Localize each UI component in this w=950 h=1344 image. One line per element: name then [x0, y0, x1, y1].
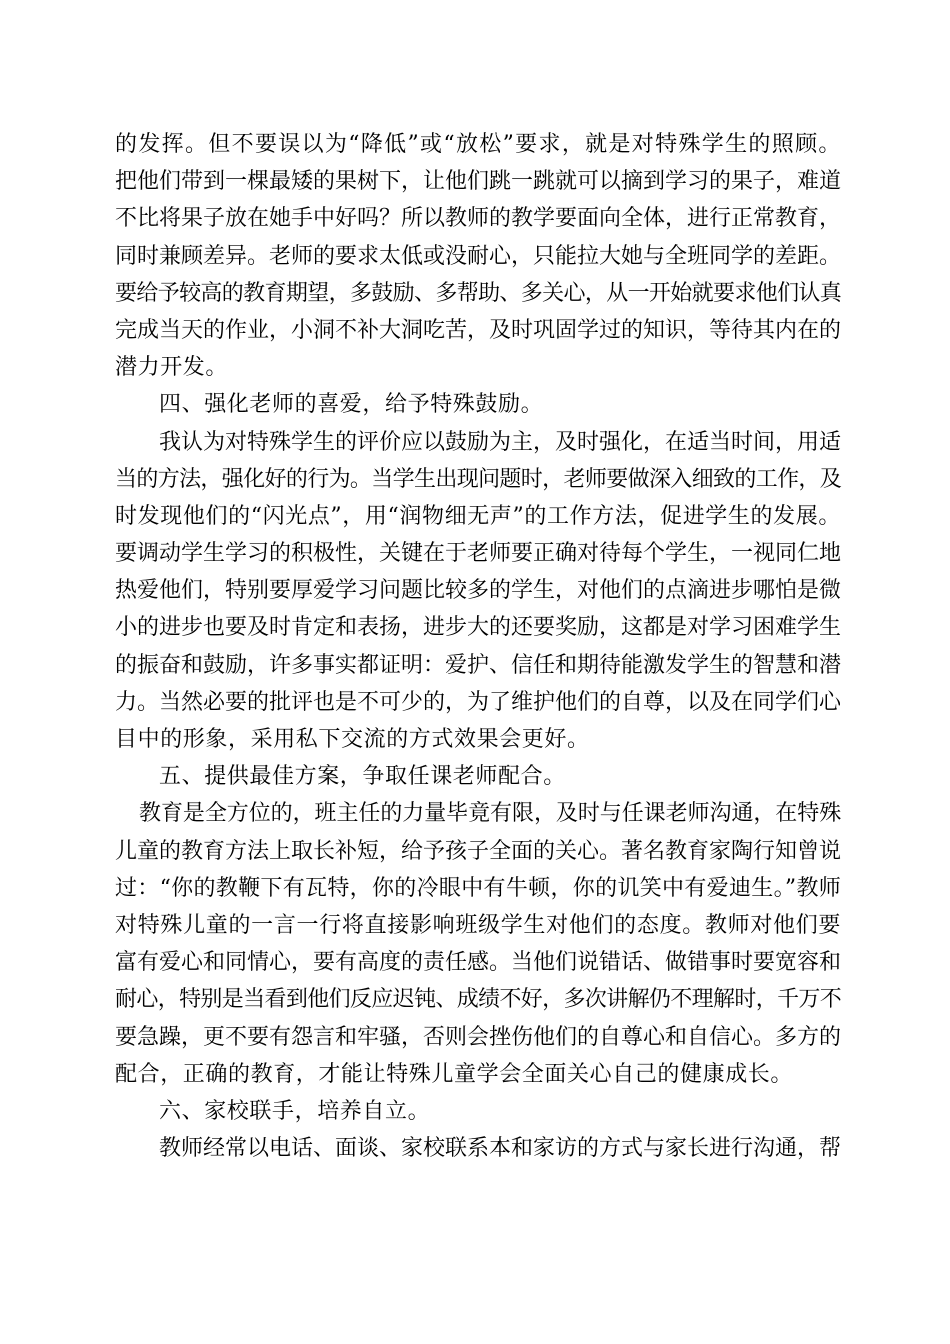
text-line: 把他们带到一棵最矮的果树下，让他们跳一跳就可以摘到学习的果子，难道 — [115, 169, 842, 195]
text-line: 富有爱心和同情心，要有高度的责任感。当他们说错话、做错事时要宽容和 — [115, 950, 842, 976]
text-line: 的振奋和鼓励，许多事实都证明：爱护、信任和期待能激发学生的智慧和潜 — [115, 652, 842, 678]
text-line: 儿童的教育方法上取长补短，给予孩子全面的关心。著名教育家陶行知曾说 — [115, 838, 842, 864]
text-line: 不比将果子放在她手中好吗？所以教师的教学要面向全体，进行正常教育， — [115, 206, 842, 232]
document-body — [115, 126, 841, 1167]
text-line: 的发挥。但不要误以为“降低”或“放松”要求，就是对特殊学生的照顾。 — [115, 132, 841, 157]
text-line: 耐心，特别是当看到他们反应迟钝、成绩不好，多次讲解仍不理解时，千万不 — [115, 987, 841, 1013]
text-line: 对特殊儿童的一言一行将直接影响班级学生对他们的态度。教师对他们要 — [115, 912, 841, 938]
text-line: 要调动学生学习的积极性，关键在于老师要正确对待每个学生，一视同仁地 — [115, 541, 842, 567]
text-line: 当的方法，强化好的行为。当学生出现问题时，老师要做深入细致的工作，及 — [115, 466, 841, 492]
section-heading: 六、家校联手，培养自立。 — [159, 1098, 431, 1124]
text-line: 要给予较高的教育期望，多鼓励、多帮助、多关心，从一开始就要求他们认真 — [115, 280, 841, 306]
section-heading: 五、提供最佳方案，争取任课老师配合。 — [159, 764, 566, 790]
text-line: 目中的形象，采用私下交流的方式效果会更好。 — [115, 727, 590, 752]
text-line: 潜力开发。 — [115, 355, 229, 381]
text-line: 力。当然必要的批评也是不可少的，为了维护他们的自尊，以及在同学们心 — [115, 689, 842, 715]
text-line: 教师经常以电话、面谈、家校联系本和家访的方式与家长进行沟通，帮 — [159, 1136, 842, 1162]
text-line: 教育是全方位的，班主任的力量毕竟有限，及时与任课老师沟通，在特殊 — [139, 801, 841, 827]
text-line: 完成当天的作业，小洞不补大洞吃苦，及时巩固学过的知识，等待其内在的 — [115, 317, 842, 343]
text-line: 时发现他们的“闪光点”，用“润物细无声”的工作方法，促进学生的发展。 — [115, 503, 841, 529]
text-line: 配合，正确的教育，才能让特殊儿童学会全面关心自己的健康成长。 — [115, 1061, 794, 1087]
text-line: 同时兼顾差异。老师的要求太低或没耐心，只能拉大她与全班同学的差距。 — [115, 243, 842, 269]
text-line: 过：“你的教鞭下有瓦特，你的冷眼中有牛顿，你的讥笑中有爱迪生。”教师 — [115, 875, 841, 901]
text-line: 要急躁，更不要有怨言和牢骚，否则会挫伤他们的自尊心和自信心。多方的 — [115, 1024, 842, 1050]
text-line: 我认为对特殊学生的评价应以鼓励为主，及时强化，在适当时间，用适 — [159, 429, 842, 455]
section-heading: 四、强化老师的喜爱，给予特殊鼓励。 — [159, 392, 544, 418]
text-line: 热爱他们，特别要厚爱学习问题比较多的学生，对他们的点滴进步哪怕是微 — [115, 578, 842, 604]
text-line: 小的进步也要及时肯定和表扬，进步大的还要奖励，这都是对学习困难学生 — [115, 615, 842, 641]
